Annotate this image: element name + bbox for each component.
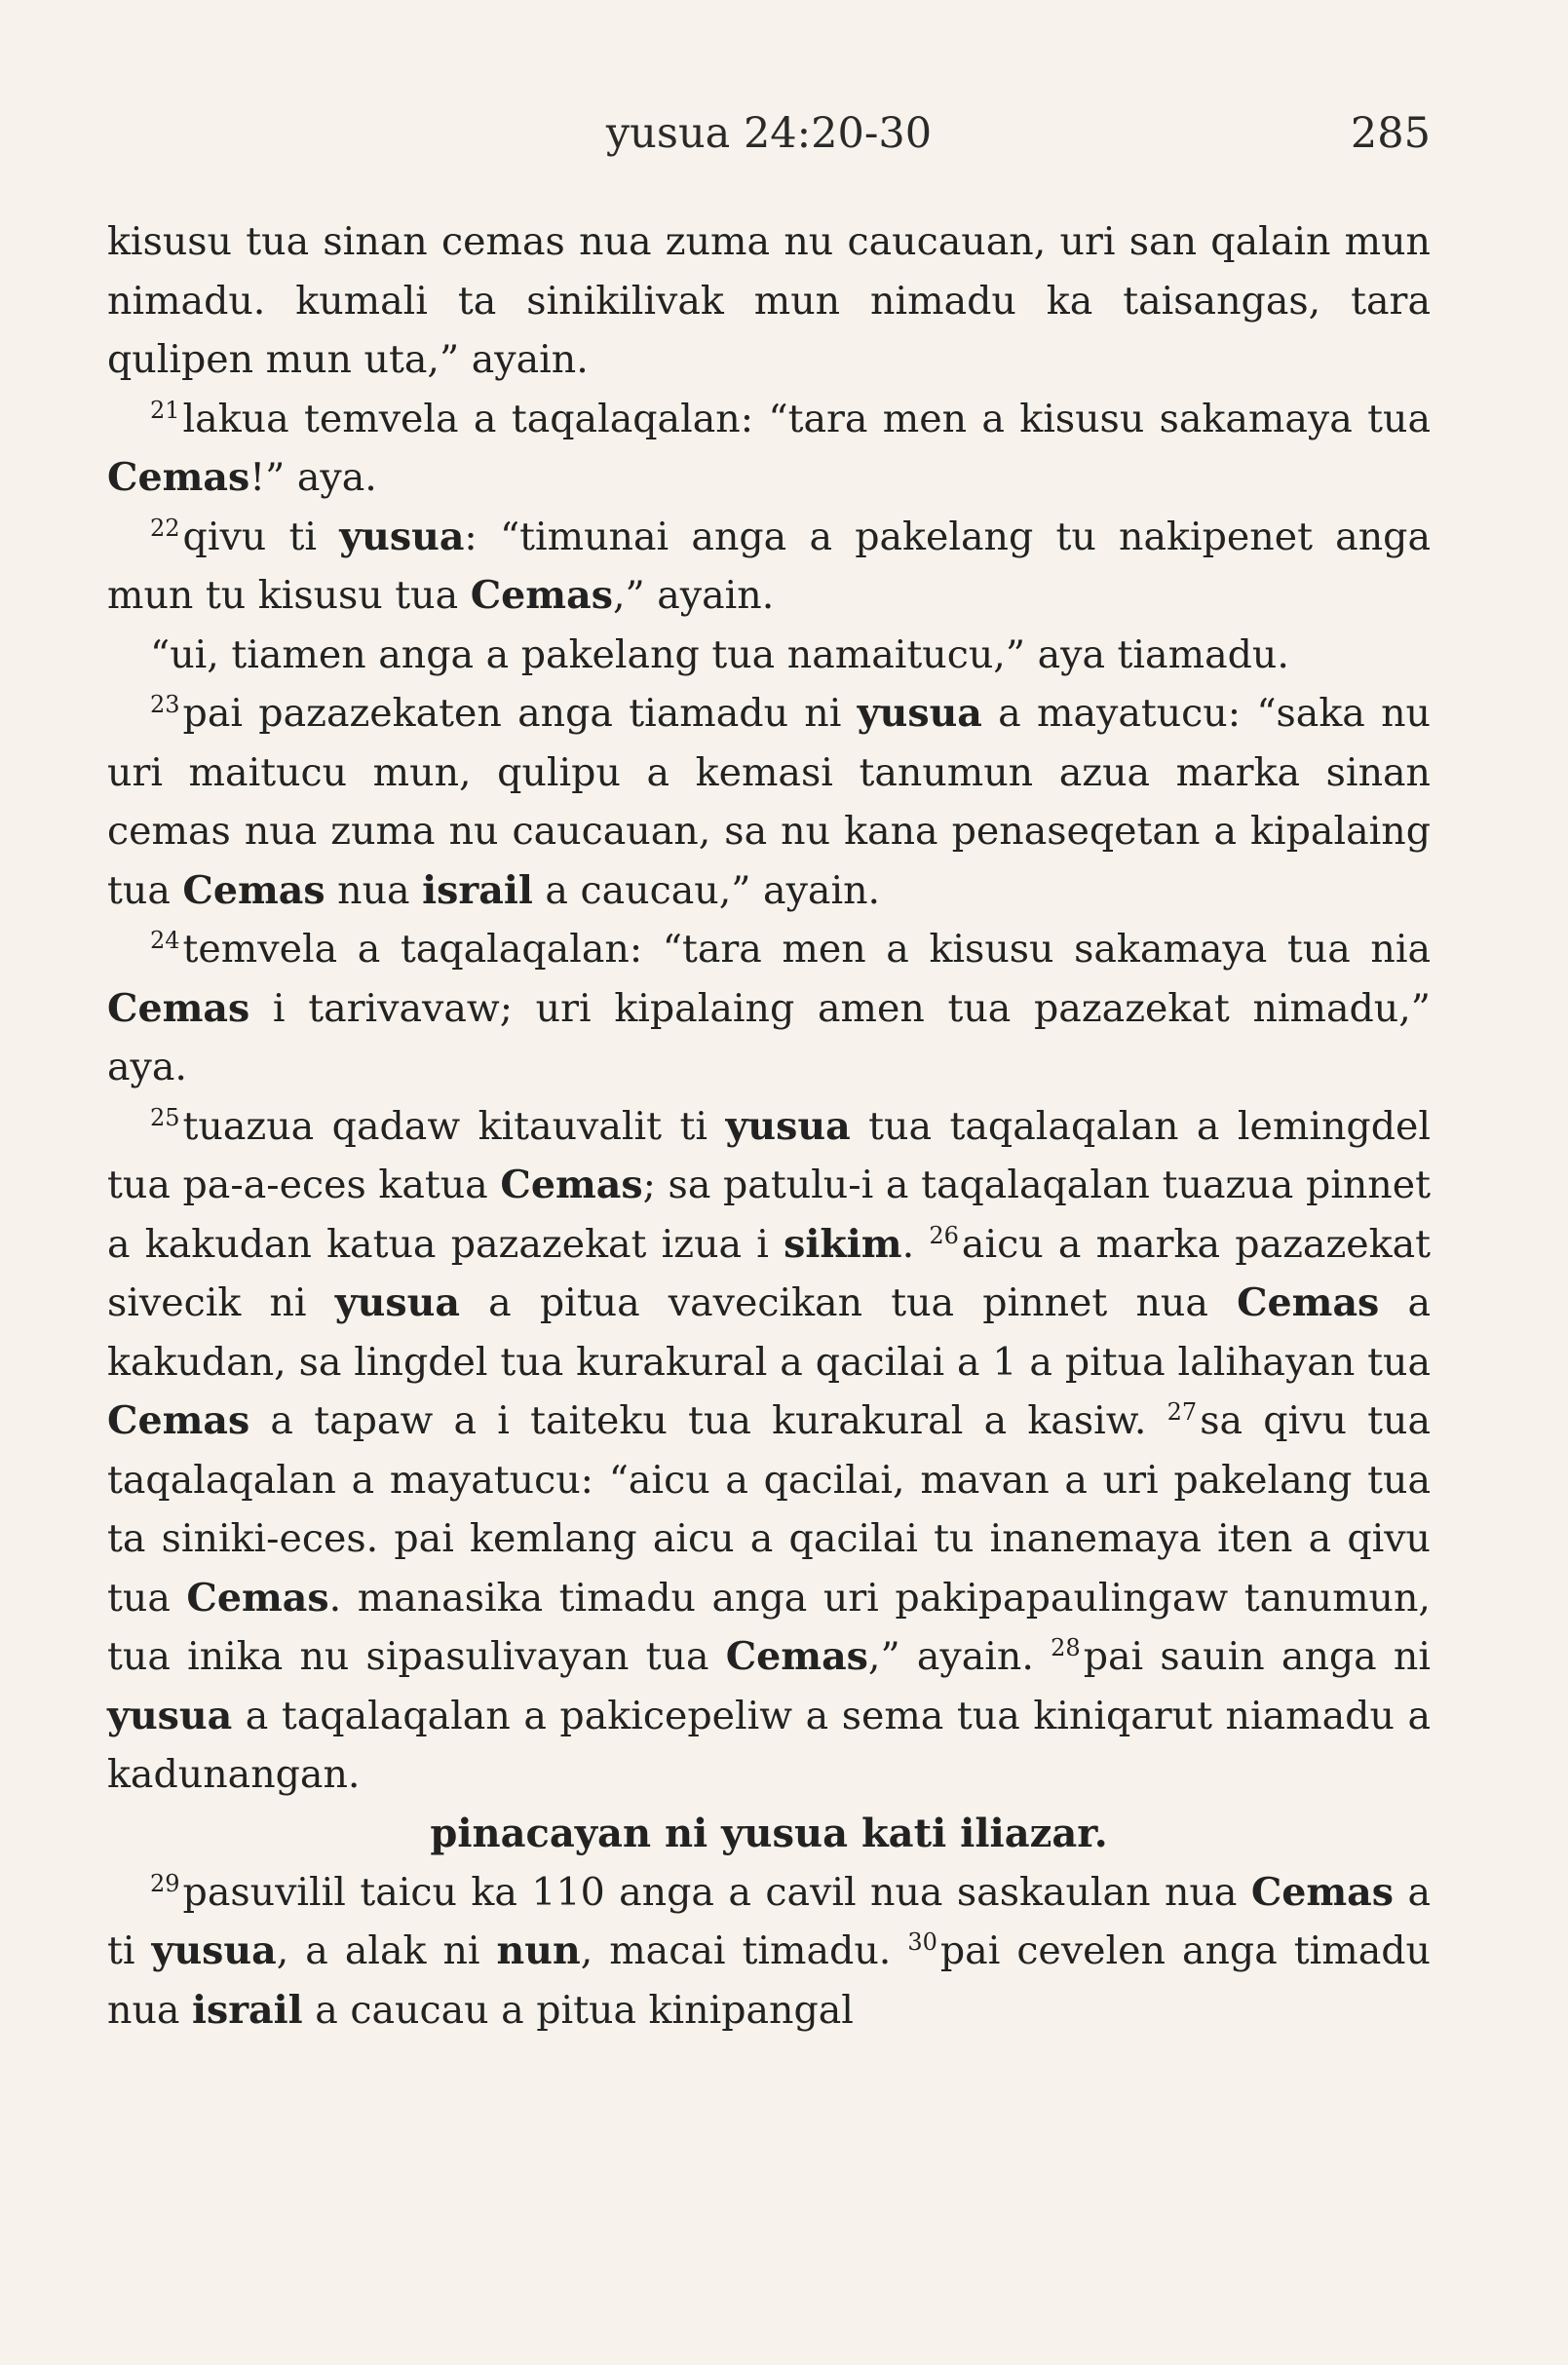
text-run: i tarivavaw; uri kipalaing amen tua pazazekat nimadu,” aya.: [107, 985, 1431, 1089]
text-run: temvela a taqalaqalan: “tara men a kisusu sakamaya tua nia: [182, 927, 1431, 972]
verse-number: 22: [150, 514, 180, 542]
page-header: [107, 109, 1431, 168]
text-run: nua: [325, 867, 423, 913]
verse-number: 24: [150, 927, 180, 954]
bold-term: yusua: [725, 1103, 851, 1149]
text-run: tuazua qadaw kitauvalit ti: [182, 1103, 726, 1149]
page-number: 285: [1350, 109, 1431, 158]
text-body: [107, 212, 1431, 2040]
paragraph: [107, 508, 1431, 626]
paragraph: [107, 684, 1431, 920]
paragraph: [107, 920, 1431, 1097]
verse-number: 21: [150, 396, 180, 424]
bold-term: yusua: [339, 514, 465, 559]
verse-number: 28: [1051, 1634, 1081, 1661]
bold-term: nun: [496, 1928, 581, 1973]
text-run: sa qivu tua taqalaqalan a mayatucu: “aicu a qacilai, mavan a uri pakelang tua ta siniki-eces. pai kemlang aicu a qacilai tu inanemaya iten a qivu tua: [107, 1398, 1431, 1621]
bold-term: Cemas: [470, 573, 613, 618]
text-run: .: [901, 1221, 930, 1267]
text-run: tua taqalaqalan a lemingdel tua pa-a-eces katua: [107, 1103, 1431, 1207]
section-heading: pinacayan ni yusua kati iliazar.: [430, 1810, 1108, 1856]
verse-number: 23: [150, 691, 180, 718]
text-run: , a alak ni: [276, 1928, 497, 1973]
verse-number: 25: [150, 1103, 180, 1131]
text-run: pai pazazekaten anga tiamadu ni: [182, 691, 858, 736]
text-run: a taqalaqalan a pakicepeliw a sema tua kiniqarut niamadu a kadunangan.: [107, 1693, 1431, 1797]
text-run: pasuvilil taicu ka 110 anga a cavil nua saskaulan nua: [182, 1869, 1251, 1915]
text-run: a kakudan, sa lingdel tua kurakural a qacilai a 1 a pitua lalihayan tua: [107, 1280, 1432, 1385]
text-run: , macai timadu.: [580, 1928, 908, 1973]
text-run: kisusu tua sinan cemas nua zuma nu caucauan, uri san qalain mun nimadu. kumali ta sinikilivak mun nimadu ka taisangas, tara qulipen mun uta,” ayain.: [107, 219, 1431, 382]
bold-term: Cemas: [186, 1575, 329, 1621]
text-run: ,” ayain.: [612, 573, 775, 618]
text-run: a caucau a pitua kinipangal: [302, 1987, 854, 2033]
bold-term: yusua: [334, 1280, 460, 1325]
text-run: “ui, tiamen anga a pakelang tua namaitucu,” aya tiamadu.: [150, 631, 1289, 677]
text-run: : “timunai anga a pakelang tu nakipenet anga mun tu kisusu tua: [107, 514, 1432, 618]
bold-term: yusua: [107, 1693, 233, 1738]
bold-term: Cemas: [107, 1398, 250, 1443]
paragraph: [107, 212, 1431, 390]
paragraph: [107, 626, 1431, 685]
bold-term: Cemas: [182, 867, 325, 913]
bold-term: Cemas: [1237, 1280, 1380, 1325]
text-run: a tapaw a i taiteku tua kurakural a kasiw.: [249, 1398, 1167, 1443]
running-head: yusua 24:20-30: [605, 109, 933, 158]
text-run: aicu a marka pazazekat sivecik ni: [107, 1221, 1431, 1325]
text-run: a pitua vavecikan tua pinnet nua: [459, 1280, 1238, 1325]
verse-number: 27: [1166, 1398, 1198, 1426]
verse-number: 26: [929, 1221, 959, 1249]
text-run: ; sa patulu-i a taqalaqalan tuazua pinnet a kakudan katua pazazekat izua i: [107, 1163, 1431, 1267]
verse-number: 30: [907, 1928, 937, 1956]
paragraph: [107, 390, 1431, 508]
text-run: pai sauin anga ni: [1083, 1634, 1432, 1679]
bold-term: yusua: [151, 1928, 277, 1973]
verse-number: 29: [150, 1869, 180, 1897]
bold-term: yusua: [857, 691, 982, 736]
bold-term: Cemas: [107, 455, 250, 500]
bold-term: Cemas: [1250, 1869, 1395, 1915]
bold-term: israil: [192, 1987, 303, 2033]
text-run: . manasika timadu anga uri pakipapaulingaw tanumun, tua inika nu sipasulivayan tua: [107, 1575, 1431, 1679]
text-run: ,” ayain.: [867, 1634, 1052, 1679]
bold-term: israil: [422, 867, 533, 913]
paragraph: [107, 1097, 1431, 1805]
text-run: pai cevelen anga timadu nua: [107, 1928, 1431, 2033]
paragraph: [107, 1863, 1431, 2041]
bold-term: Cemas: [500, 1163, 643, 1207]
text-run: !” aya.: [249, 455, 377, 500]
text-run: qivu ti: [182, 514, 340, 559]
bold-term: Cemas: [725, 1634, 868, 1679]
text-run: a mayatucu: “saka nu uri maitucu mun, qulipu a kemasi tanumun azua marka sinan cemas nua zuma nu caucauan, sa nu kana penaseqetan a kipalaing tua: [107, 691, 1431, 913]
text-run: lakua temvela a taqalaqalan: “tara men a kisusu sakamaya tua: [182, 396, 1431, 441]
text-run: a ti: [107, 1869, 1431, 1973]
text-run: a caucau,” ayain.: [532, 867, 881, 913]
bold-term: Cemas: [107, 985, 250, 1031]
bold-term: sikim: [784, 1221, 902, 1267]
